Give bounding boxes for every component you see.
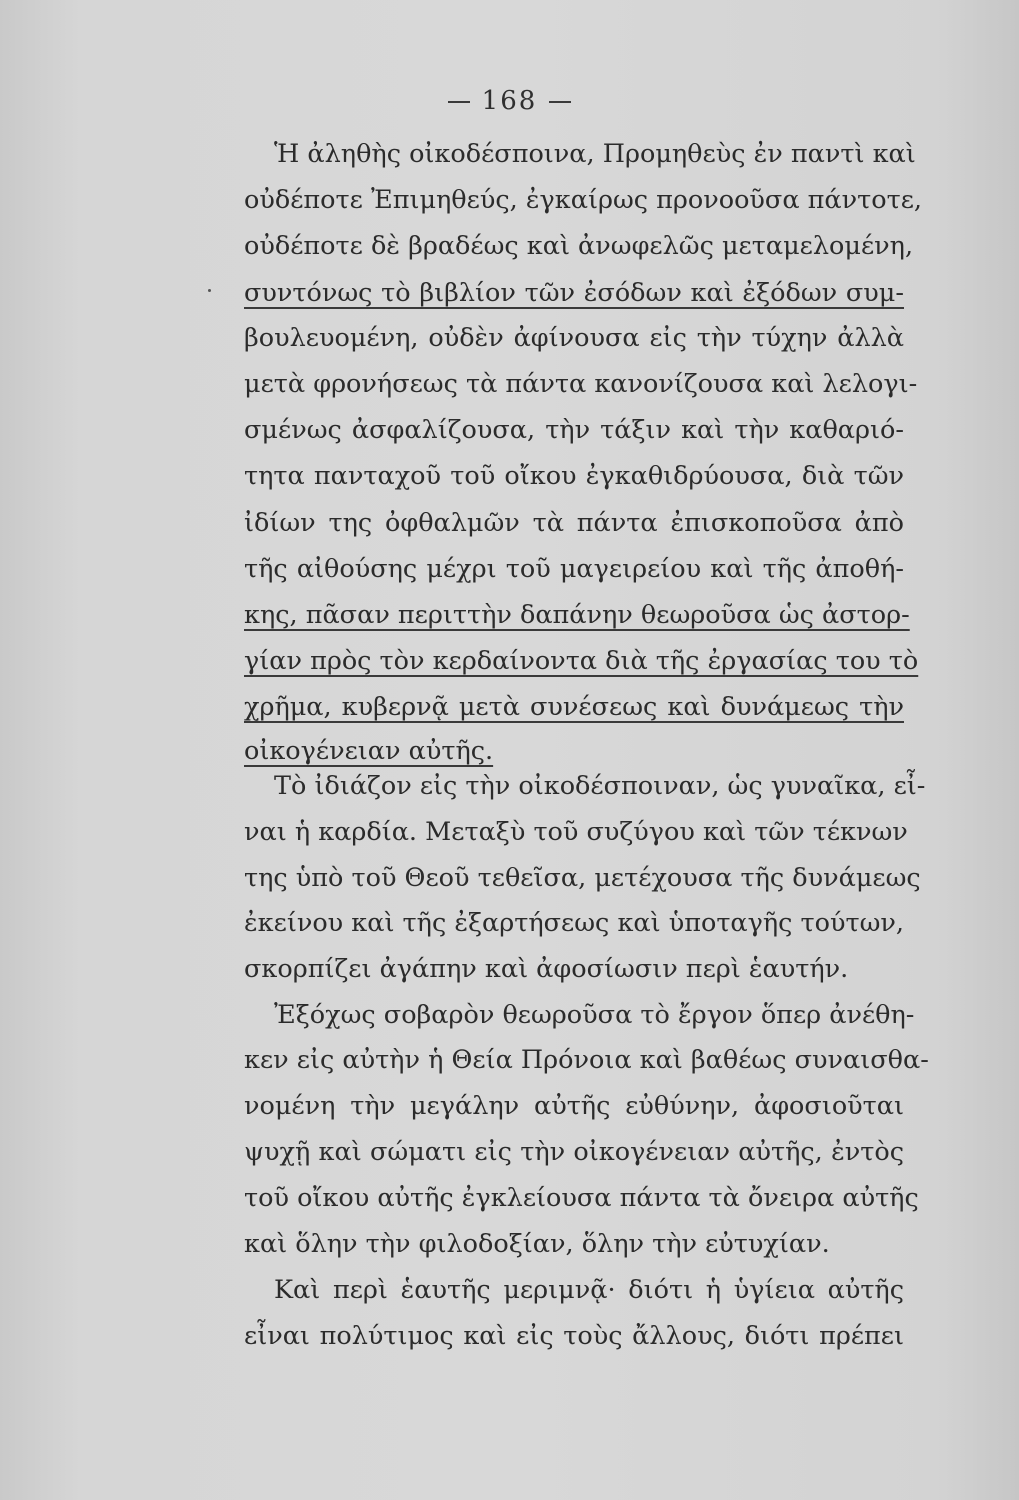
text-line: ἐκείνου καὶ τῆς ἐξαρτήσεως καὶ ὑποταγῆς τούτων,: [244, 908, 905, 938]
text-line: συντόνως τὸ βιβλίον τῶν ἐσόδων καὶ ἐξόδων συμ-: [244, 278, 904, 308]
text-line: τητα πανταχοῦ τοῦ οἴκου ἐγκαθιδρύουσα, διὰ τῶν: [244, 461, 904, 491]
text-line: ναι ἡ καρδία. Μεταξὺ τοῦ συζύγου καὶ τῶν τέκνων: [244, 817, 908, 847]
text-line: εἶναι πολύτιμος καὶ εἰς τοὺς ἄλλους, διότι πρέπει: [244, 1321, 904, 1351]
text-line: καὶ ὅλην τὴν φιλοδοξίαν, ὅλην τὴν εὐτυχίαν.: [244, 1229, 830, 1259]
text-line: οὐδέποτε Ἐπιμηθεύς, ἐγκαίρως προνοοῦσα πάντοτε,: [244, 185, 923, 215]
text-line: κης, πᾶσαν περιττὴν δαπάνην θεωροῦσα ὡς ἀστορ-: [244, 600, 910, 630]
text-line: της ὑπὸ τοῦ Θεοῦ τεθεῖσα, μετέχουσα τῆς δυνάμεως: [244, 863, 921, 893]
text-line: Ἡ ἀληθὴς οἰκοδέσποινα, Προμηθεὺς ἐν παντὶ καὶ: [274, 139, 916, 169]
text-line: γίαν πρὸς τὸν κερδαίνοντα διὰ τῆς ἐργασίας του τὸ: [244, 646, 919, 676]
text-line: Τὸ ἰδιάζον εἰς τὴν οἰκοδέσποιναν, ὡς γυναῖκα, εἶ-: [274, 771, 926, 801]
text-line: ἰδίων της ὀφθαλμῶν τὰ πάντα ἐπισκοποῦσα ἀπὸ: [244, 508, 904, 538]
text-line: τοῦ οἴκου αὐτῆς ἐγκλείουσα πάντα τὰ ὄνειρα αὐτῆς: [244, 1183, 919, 1213]
page-number-value: 168: [481, 86, 538, 116]
text-line: ψυχῇ καὶ σώματι εἰς τὴν οἰκογένειαν αὐτῆς, ἐντὸς: [244, 1137, 904, 1167]
text-line: οὐδέποτε δὲ βραδέως καὶ ἀνωφελῶς μεταμελομένη,: [244, 231, 914, 261]
text-line: κεν εἰς αὐτὴν ἡ Θεία Πρόνοια καὶ βαθέως συναισθα-: [244, 1045, 929, 1075]
text-line: νομένη τὴν μεγάλην αὐτῆς εὐθύνην, ἀφοσιοῦται: [244, 1091, 904, 1121]
text-line: τῆς αἰθούσης μέχρι τοῦ μαγειρείου καὶ τῆς ἀποθή-: [244, 554, 904, 584]
text-line: χρῆμα, κυβερνᾷ μετὰ συνέσεως καὶ δυνάμεως τὴν: [244, 692, 904, 722]
text-line: σμένως ἀσφαλίζουσα, τὴν τάξιν καὶ τὴν καθαριό-: [244, 415, 904, 445]
pencil-mark: [208, 289, 211, 292]
text-line: Ἐξόχως σοβαρὸν θεωροῦσα τὸ ἔργον ὅπερ ἀνέθη-: [274, 1000, 915, 1030]
text-line: σκορπίζει ἀγάπην καὶ ἀφοσίωσιν περὶ ἑαυτήν.: [244, 954, 849, 984]
text-line: οἰκογένειαν αὐτῆς.: [244, 736, 494, 766]
text-line: μετὰ φρονήσεως τὰ πάντα κανονίζουσα καὶ λελογι-: [244, 369, 918, 399]
text-line: βουλευομένη, οὐδὲν ἀφίνουσα εἰς τὴν τύχην ἀλλὰ: [244, 323, 904, 353]
text-line: Καὶ περὶ ἑαυτῆς μεριμνᾷ· διότι ἡ ὑγίεια αὐτῆς: [274, 1275, 904, 1305]
